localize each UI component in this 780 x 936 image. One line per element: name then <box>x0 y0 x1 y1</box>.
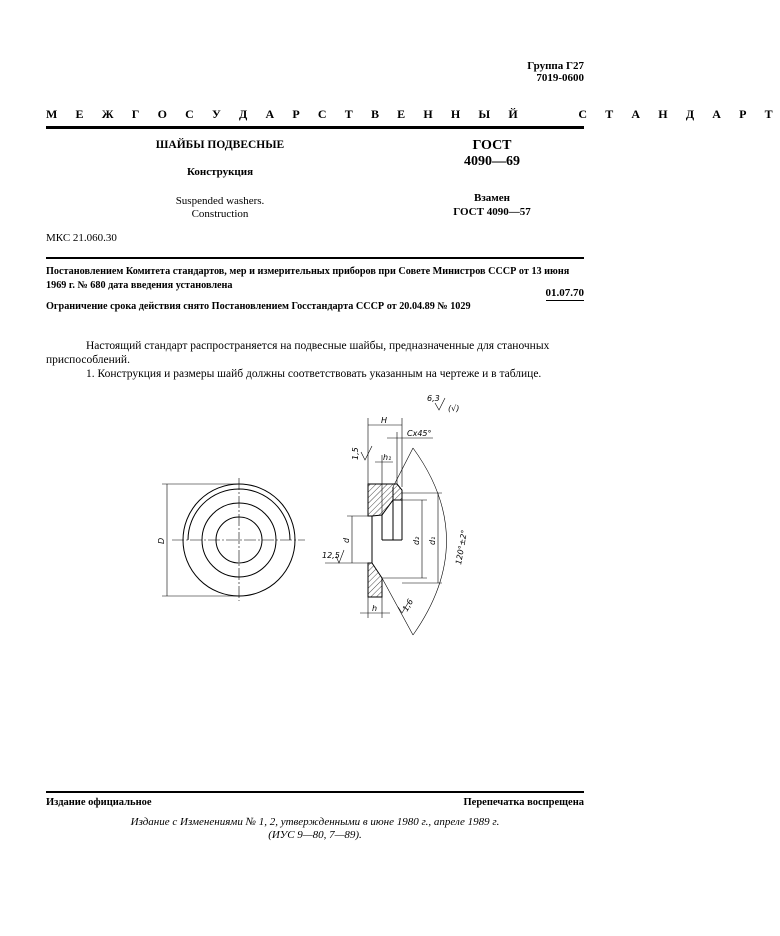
dim-d-label: d <box>342 537 351 543</box>
roughness-1-5-label: 1,5 <box>351 447 360 460</box>
roughness-1-6-label: 1,6 <box>400 597 416 613</box>
reprint-prohibited: Перепечатка воспрещена <box>463 797 584 808</box>
introduction-date: 01.07.70 <box>545 287 584 299</box>
dim-d2-label: d₂ <box>412 536 421 545</box>
angle-label: 120°±2° <box>454 529 470 566</box>
standard-title: ШАЙБЫ ПОДВЕСНЫЕ <box>155 139 285 151</box>
interstate-standard-banner: М Е Ж Г О С У Д А Р С Т В Е Н Н Ы Й С Т А Н Д А Р Т <box>46 107 780 121</box>
mks-code: МКС 21.060.30 <box>46 232 117 244</box>
dim-h-label: h <box>372 604 378 613</box>
decree-line-1: Постановлением Комитета стандартов, мер и измерительных приборов при Совете Министров СССР от 13 июня <box>46 266 570 277</box>
gost-label: ГОСТ <box>472 138 512 153</box>
edition-note-2: (ИУС 9—80, 7—89). <box>268 829 362 841</box>
front-view <box>162 478 305 601</box>
group-code: Группа Г27 <box>527 60 584 72</box>
footer-rule <box>46 791 584 793</box>
dim-D-label: D <box>157 537 166 544</box>
dim-h1-label: h₁ <box>383 453 392 462</box>
official-edition: Издание официальное <box>46 797 152 808</box>
classifier-code: 7019-0600 <box>536 72 584 84</box>
decree-line-2: 1969 г. № 680 дата введения установлена <box>46 280 233 291</box>
english-title-2: Construction <box>191 208 249 220</box>
dim-H-label: H <box>381 416 388 425</box>
standard-subtitle: Конструкция <box>186 166 254 178</box>
replaced-standard: ГОСТ 4090—57 <box>453 206 531 218</box>
edition-note-1: Издание с Изменениями № 1, 2, утвержденными в июне 1980 г., апреле 1989 г. <box>130 816 500 828</box>
roughness-12-5-label: 12,5 <box>322 551 340 560</box>
clause-1: 1. Конструкция и размеры шайб должны соответствовать указанным на чертеже и в таблице. <box>86 368 542 380</box>
english-title-1: Suspended washers. <box>175 195 265 207</box>
roughness-general-label: 6,3 <box>427 394 440 403</box>
dim-d1-label: d₁ <box>428 536 437 545</box>
gost-number: 4090—69 <box>464 154 520 169</box>
limitation-note: Ограничение срока действия снято Постановлением Госстандарта СССР от 20.04.89 № 1029 <box>46 301 471 312</box>
replaces-label: Взамен <box>474 192 510 204</box>
dim-chamfer-label: Cx45° <box>407 429 432 438</box>
scope-paragraph-line-2: приспособлений. <box>46 354 130 366</box>
scope-paragraph-line-1: Настоящий стандарт распространяется на подвесные шайбы, предназначенные для станочных <box>86 340 550 352</box>
roughness-paren-label: (√) <box>448 404 460 413</box>
